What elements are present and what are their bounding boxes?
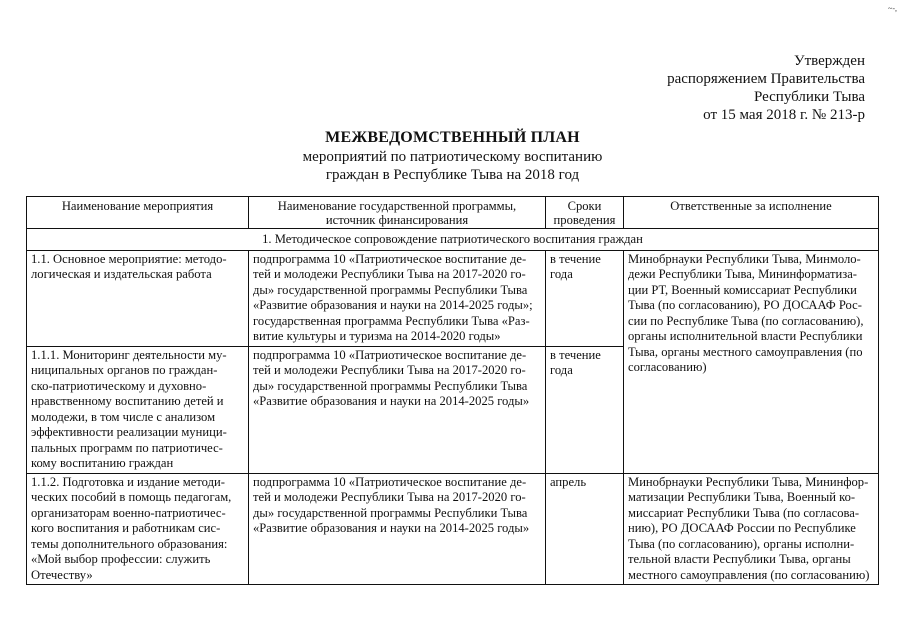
- section-row: [27, 229, 879, 251]
- header-responsible: Ответственные за исполнение: [624, 197, 879, 229]
- section-heading: 1. Методическое сопровождение патриотического воспитания граждан: [27, 229, 879, 251]
- table-header-row: [27, 197, 879, 229]
- approval-stamp-block: [667, 52, 865, 124]
- row-dates: апрель: [546, 473, 624, 585]
- header-program: Наименование государственной программы, источник финансирования: [249, 197, 546, 229]
- header-dates: Сроки проведения: [546, 197, 624, 229]
- table-row: [27, 473, 879, 585]
- row-program: подпрограмма 10 «Патриотическое воспитание де- тей и молодежи Республики Тыва на 2017-2020 го- ды» государственной программы Республики Тыва «Развитие образования и науки на 2014-2025 годы»: [249, 473, 546, 585]
- approval-line-approved: Утвержден: [793, 53, 865, 69]
- document-title-block: [0, 128, 905, 184]
- approval-line-order: распоряжением Правительства: [667, 71, 865, 87]
- row-event-name: 1.1.1. Мониторинг деятельности му- ниципальных органов по граждан- ско-патриотическому и духовно- нравственному воспитанию детей и молодежи, в том числе с анализом эффективности реализации муници- пальных программ по патриотичес- кому воспитанию граждан: [27, 346, 249, 473]
- document-subtitle-line1: мероприятий по патриотическому воспитанию: [302, 149, 603, 165]
- approval-line-republic: Республики Тыва: [753, 89, 865, 105]
- row-event-name: 1.1. Основное мероприятие: методо- логическая и издательская работа: [27, 250, 249, 346]
- document-title: МЕЖВЕДОМСТВЕННЫЙ ПЛАН: [325, 129, 580, 146]
- table-row: [27, 250, 879, 346]
- corner-scan-mark: ~-,: [888, 4, 897, 13]
- plan-table: [26, 196, 879, 585]
- row-program: подпрограмма 10 «Патриотическое воспитание де- тей и молодежи Республики Тыва на 2017-2020 го- ды» государственной программы Республики Тыва «Развитие образования и науки на 2014-2025 годы»; государственная программа Республики Тыва «Раз- витие культуры и туризма на 2014-2020 годы»: [249, 250, 546, 346]
- row-responsible: Минобрнауки Республики Тыва, Мининфор- матизации Республики Тыва, Военный ко- миссариат Республики Тыва (по согласова- нию), РО ДОСААФ России по Республике Тыва (по согласованию), органы исполни- тельной власти Республики Тыва, органы местного самоуправления (по согласованию): [624, 473, 879, 585]
- row-program: подпрограмма 10 «Патриотическое воспитание де- тей и молодежи Республики Тыва на 2017-2020 го- ды» государственной программы Республики Тыва «Развитие образования и науки на 2014-2025 годы»: [249, 346, 546, 473]
- document-subtitle-line2: граждан в Республике Тыва на 2018 год: [325, 167, 580, 183]
- row-responsible: Минобрнауки Республики Тыва, Минмоло- дежи Республики Тыва, Mининформатиза- ции РТ, Военный комиссариат Республики Тыва (по согласованию), РО ДОСААФ Рос- сии по Республике Тыва (по согласованию), органы исполнительной власти Республики Тыва, органы местного самоуправления (по согласованию): [624, 250, 879, 473]
- header-event-name: Наименование мероприятия: [27, 197, 249, 229]
- row-event-name: 1.1.2. Подготовка и издание методи- ческих пособий в помощь педагогам, организаторам военно-патриотичес- кого воспитания и работникам сис- темы дополнительного образования: «Мой выбор профессии: служить Отечеству»: [27, 473, 249, 585]
- approval-line-date: от 15 мая 2018 г. № 213-р: [703, 107, 865, 123]
- row-dates: в течение года: [546, 250, 624, 346]
- row-dates: в течение года: [546, 346, 624, 473]
